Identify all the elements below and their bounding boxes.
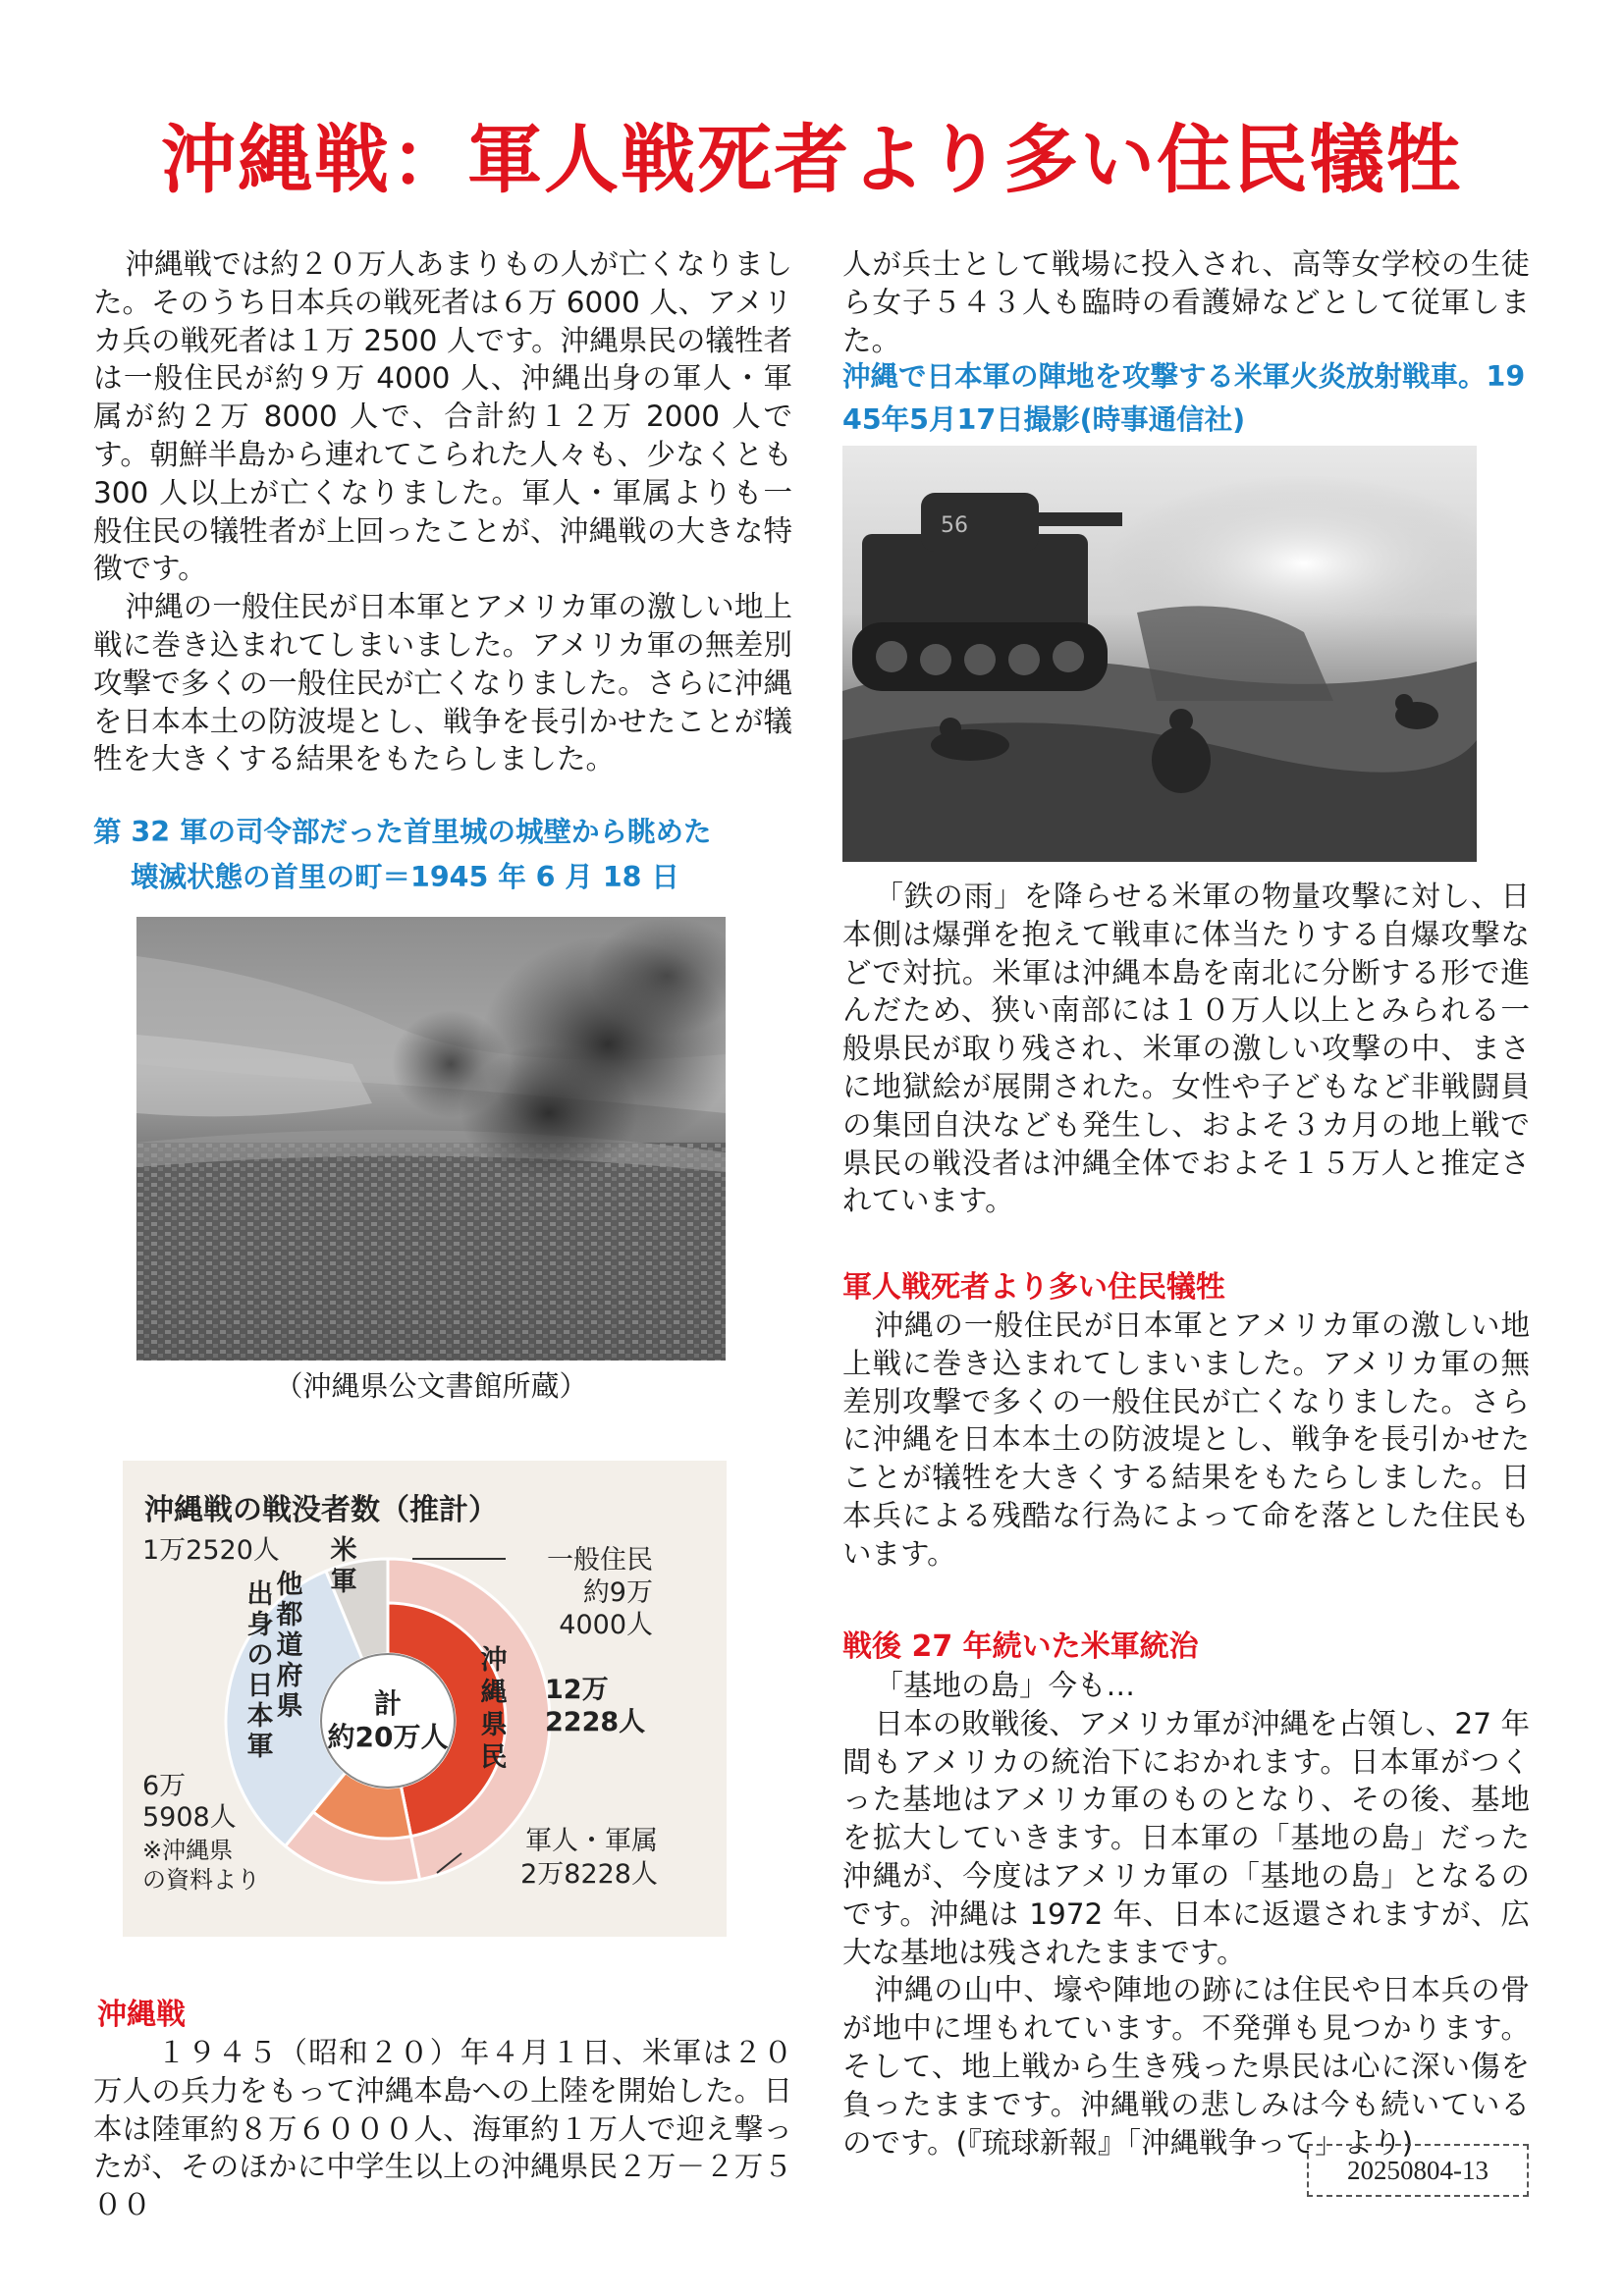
- chart-source-note-1: ※沖縄県: [142, 1837, 234, 1864]
- intro-paragraph-1: 沖縄戦では約２０万人あまりもの人が亡くなりました。そのうち日本兵の戦死者は６万 6000 人、アメリカ兵の戦死者は１万 2500 人です。沖縄県民の犠牲者は一般住民が約９万 4000 人、沖縄出身の軍人・軍属が約２万 8000 人で、合計約１２万 2000 人です。朝鮮半島から連れてこられた人々も、少なくとも 300 人以上が亡くなりました。軍人・軍属よりも一般住民の犠牲者が上回ったことが、沖縄戦の大きな特徴です。: [93, 247, 792, 586]
- chart-label-okinawa-3: 民: [480, 1742, 508, 1773]
- shuri-aerial-photo: [136, 917, 726, 1361]
- tank-caption-line-2: 45年5月17日撮影(時事通信社): [842, 403, 1246, 436]
- shuri-caption-line-2: 壊滅状態の首里の町＝1945 年 6 月 18 日: [131, 861, 679, 893]
- okinawa-battle-paragraph: １９４５（昭和２０）年４月１日、米軍は２０万人の兵力をもって沖縄本島への上陸を開始した。日本は陸軍約８万６０００人、海軍約１万人で迎え撃ったが、そのほかに中学生以上の沖縄県民２万－２万５００: [93, 2036, 792, 2222]
- iron-rain-text: [842, 878, 1530, 1220]
- document-number: 20250804-13: [1307, 2144, 1529, 2197]
- intro-text: [93, 245, 792, 778]
- chart-label-us-1: 軍: [330, 1567, 357, 1597]
- chart-label-military-2: 2万8228人: [520, 1859, 658, 1890]
- chart-label-otherpref-b-3: 日: [246, 1671, 274, 1701]
- civilian-victims-text: [842, 1307, 1530, 1574]
- chart-label-civilian-1: 一般住民: [547, 1545, 653, 1575]
- chart-label-otherpref-a-0: 他: [276, 1570, 303, 1600]
- chart-label-otherpref-b-2: の: [246, 1640, 274, 1671]
- chart-label-civilian-2: 約9万: [582, 1577, 653, 1608]
- shuri-photo-credit: （沖縄県公文書館所蔵）: [274, 1369, 588, 1403]
- page-title: 沖縄戦：軍人戦死者より多い住民犠牲: [161, 116, 1463, 203]
- chart-label-okinawa-value-1: 12万: [545, 1675, 609, 1705]
- chart-label-otherpref-b-1: 身: [246, 1610, 274, 1640]
- chart-label-okinawa-1: 縄: [480, 1678, 508, 1708]
- postwar-subline: 「基地の島」今も…: [874, 1669, 1135, 1702]
- chart-label-military-1: 軍人・軍属: [525, 1826, 658, 1856]
- chart-center-label-1: 計: [373, 1687, 403, 1720]
- chart-label-otherpref-a-1: 都: [276, 1600, 303, 1630]
- chart-label-otherpref-a-2: 道: [276, 1630, 303, 1661]
- continued-text: [842, 245, 1530, 359]
- postwar-text: [842, 1667, 1530, 2162]
- chart-label-okinawa-0: 沖: [480, 1645, 508, 1676]
- chart-label-us-value: 1万2520人: [142, 1535, 280, 1566]
- flamethrower-tank-photo: [842, 446, 1477, 862]
- civilian-victims-paragraph: 沖縄の一般住民が日本軍とアメリカ軍の激しい地上戦に巻き込まれてしまいました。アメリカ軍の無差別攻撃で多くの一般住民が亡くなりました。さらに沖縄を日本本土の防波堤とし、戦争を長引かせたことが犠牲を大きくする結果をもたらしました。日本兵による残酷な行為によって命を落とした住民もいます。: [842, 1308, 1530, 1571]
- section-heading-okinawa-battle: 沖縄戦: [97, 1998, 186, 2032]
- iron-rain-paragraph: 「鉄の雨」を降らせる米軍の物量攻撃に対し、日本側は爆弾を抱えて戦車に体当たりする自爆攻撃などで対抗。米軍は沖縄本島を南北に分断する形で進んだため、狭い南部には１０万人以上とみられる一般県民が取り残され、米軍の激しい攻撃の中、まさに地獄絵が展開された。女性や子どもなど非戦闘員の集団自決なども発生し、およそ３カ月の地上戦で県民の戦没者は沖縄全体でおよそ１５万人と推定されています。: [842, 880, 1530, 1218]
- chart-label-otherpref-b-4: 本: [246, 1701, 274, 1732]
- tank-photo-caption: [842, 355, 1549, 442]
- chart-label-otherpref-b-0: 出: [246, 1579, 274, 1610]
- chart-label-okinawa-2: 県: [480, 1710, 508, 1740]
- postwar-paragraph-2: 沖縄の山中、壕や陣地の跡には住民や日本兵の骨が地中に埋もれています。不発弾も見つかります。そして、地上戦から生き残った県民は心に深い傷を負ったままです。沖縄戦の悲しみは今も続いているのです。(『琉球新報』「沖縄戦争って」より): [842, 1973, 1530, 2160]
- chart-label-otherpref-value-1: 6万: [142, 1771, 187, 1801]
- section-heading-civilian-victims: 軍人戦死者より多い住民犠牲: [842, 1270, 1225, 1305]
- chart-title: 沖縄戦の戦没者数（推計）: [144, 1493, 498, 1527]
- tank-caption-line-1: 沖縄で日本軍の陣地を攻撃する米軍火炎放射戦車。19: [842, 360, 1526, 393]
- casualty-chart-svg: [123, 1461, 727, 1937]
- chart-center-label-2: 約20万人: [327, 1721, 449, 1753]
- chart-label-civilian-3: 4000人: [559, 1610, 653, 1640]
- section-heading-postwar: 戦後 27 年続いた米軍統治: [842, 1629, 1199, 1664]
- casualty-chart: [123, 1461, 727, 1937]
- shuri-photo-caption: [93, 810, 820, 900]
- chart-label-otherpref-a-3: 府: [276, 1661, 303, 1691]
- chart-source-note-2: の資料より: [142, 1866, 260, 1894]
- chart-label-okinawa-value-2: 2228人: [545, 1707, 646, 1737]
- chart-label-otherpref-value-2: 5908人: [142, 1802, 237, 1833]
- shuri-caption-line-1: 第 32 軍の司令部だった首里城の城壁から眺めた: [93, 816, 712, 848]
- chart-label-otherpref-a-4: 県: [276, 1691, 303, 1722]
- chart-label-us-0: 米: [330, 1535, 357, 1566]
- svg-text:56: 56: [941, 513, 968, 538]
- postwar-paragraph-1: 日本の敗戦後、アメリカ軍が沖縄を占領し、27 年間もアメリカの統治下におかれます。日本軍がつくった基地はアメリカ軍のものとなり、その後、基地を拡大していきます。日本軍の「基地の島」だった沖縄が、今度はアメリカ軍の「基地の島」となるのです。沖縄は 1972 年、日本に返還されますが、広大な基地は残されたままです。: [842, 1706, 1530, 1969]
- chart-label-otherpref-b-5: 軍: [246, 1732, 274, 1762]
- continued-paragraph: 人が兵士として戦場に投入され、高等女学校の生徒ら女子５４３人も臨時の看護婦などとして従軍しまた。: [842, 247, 1530, 357]
- intro-paragraph-2: 沖縄の一般住民が日本軍とアメリカ軍の激しい地上戦に巻き込まれてしまいました。アメリカ軍の無差別攻撃で多くの一般住民が亡くなりました。さらに沖縄を日本本土の防波堤とし、戦争を長引かせたことが犠牲を大きくする結果をもたらしました。: [93, 590, 792, 776]
- okinawa-battle-text: [93, 2034, 792, 2224]
